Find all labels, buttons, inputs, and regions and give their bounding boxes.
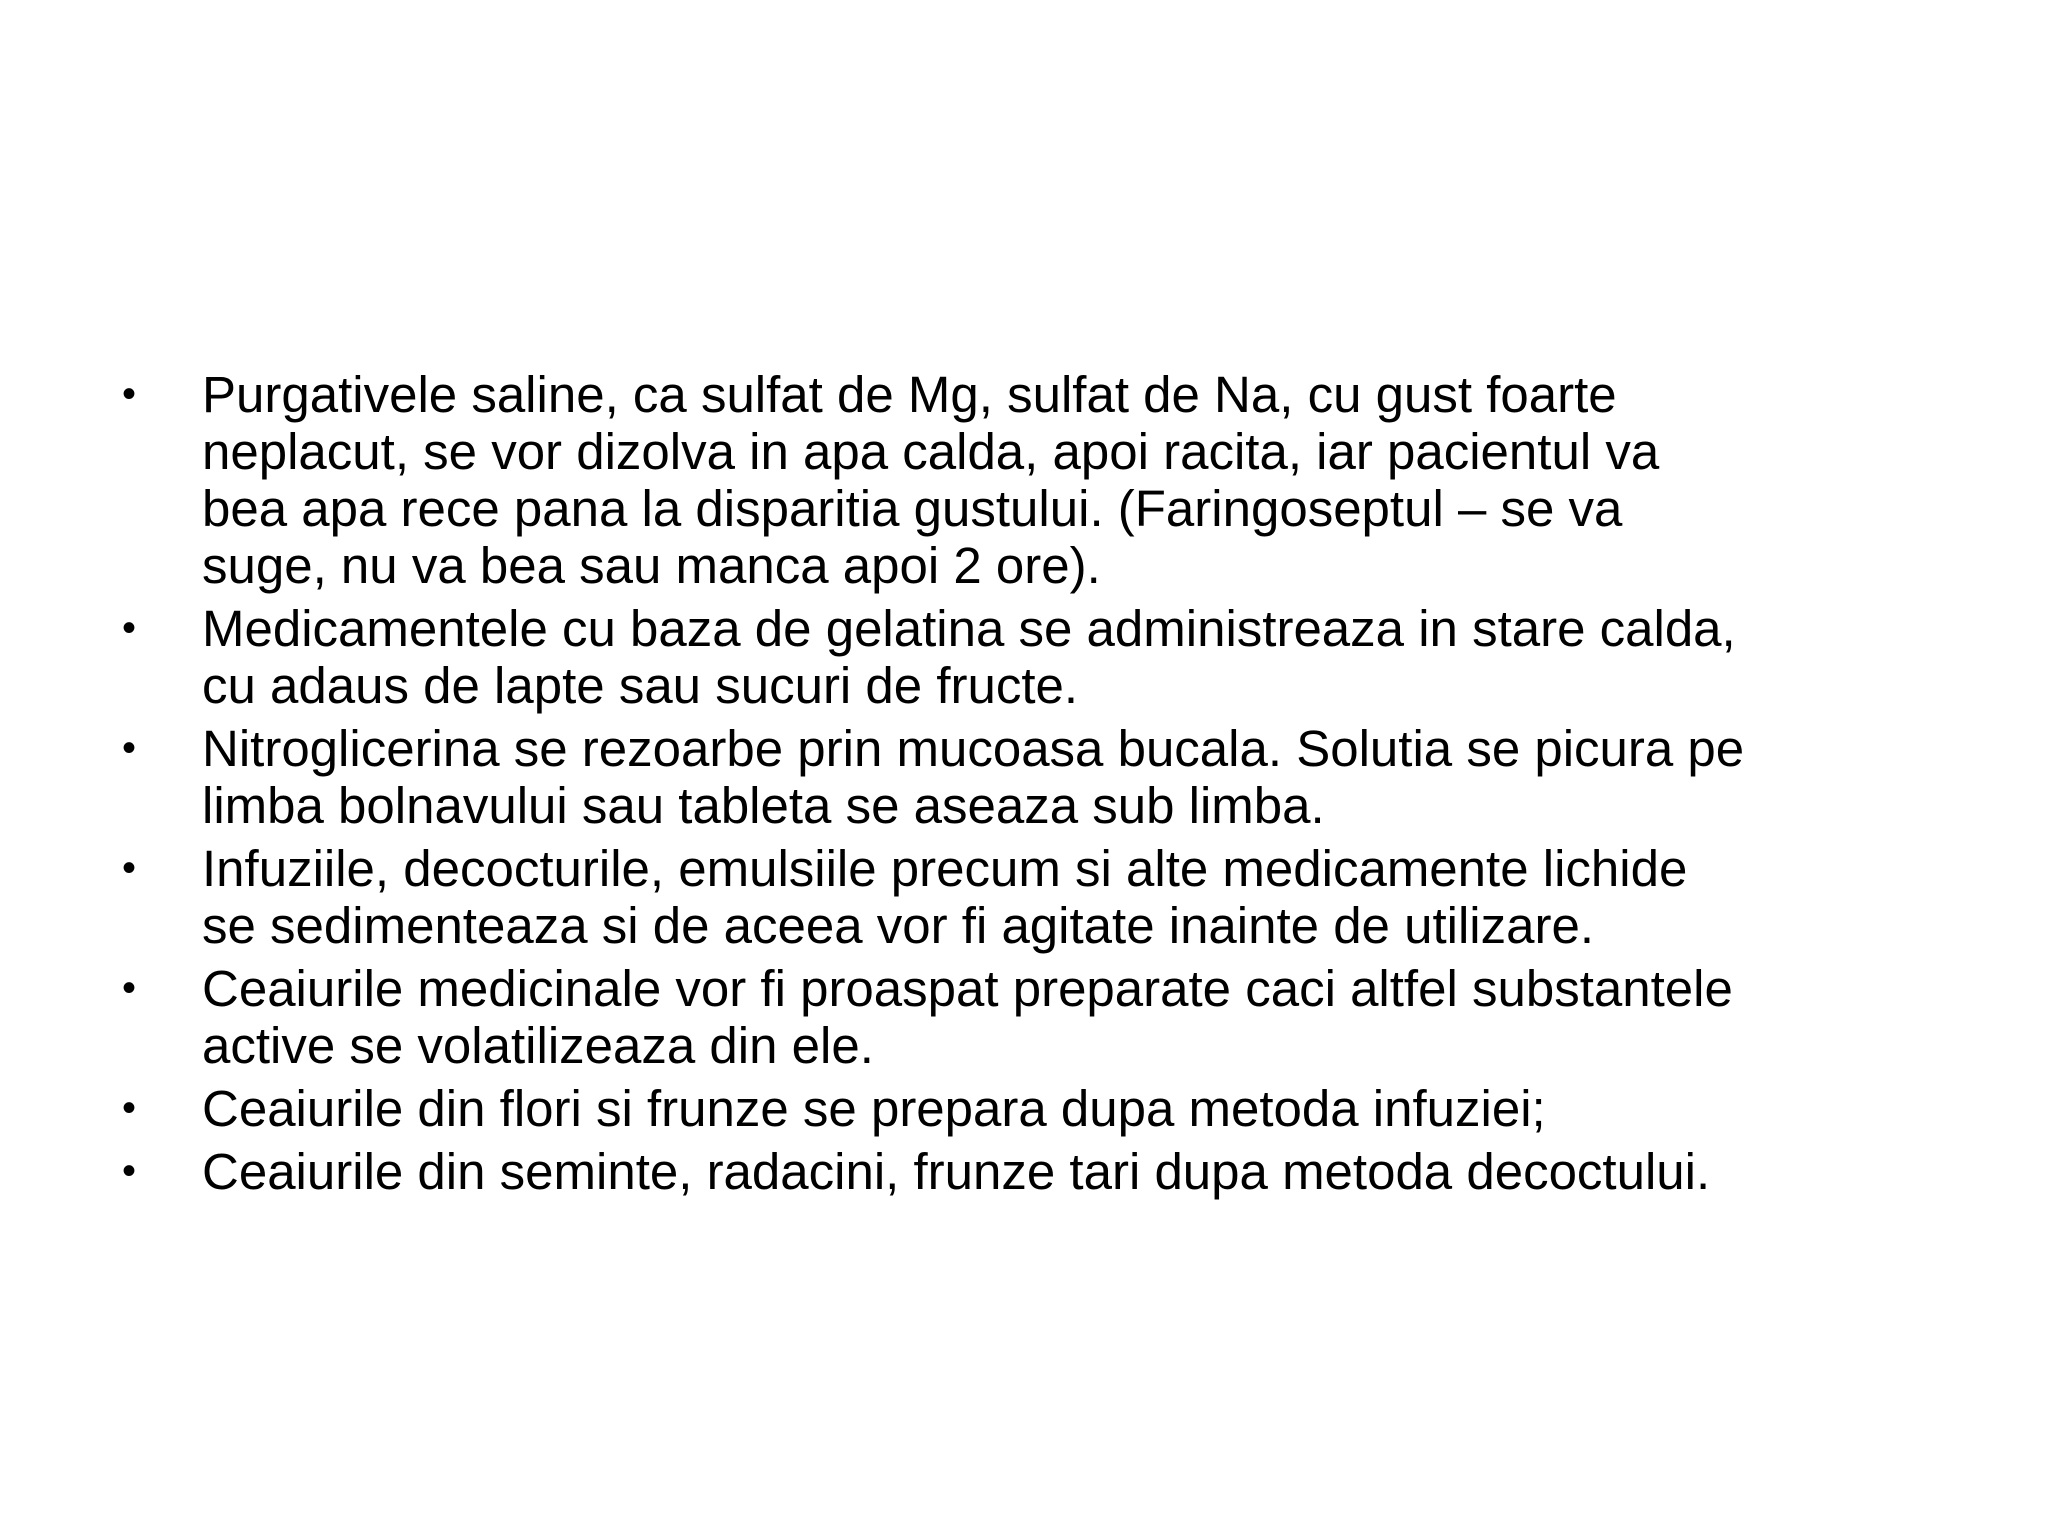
bullet-item-7 [122,1143,1962,1200]
bullet-text: Infuziile, decocturile, emulsiile precum si alte medicamente lichide se sedimenteaza si de aceea vor fi agitate inainte de utilizare. [202,840,1688,954]
bullet-icon: • [122,966,137,1010]
bullet-text: Ceaiurile din flori si frunze se prepara dupa metoda infuziei; [202,1080,1546,1137]
bullet-icon: • [122,1149,137,1193]
bullet-item-6 [122,1080,1962,1137]
bullet-icon: • [122,726,137,770]
bullet-icon: • [122,1086,137,1130]
bullet-icon: • [122,846,137,890]
bullet-text: Ceaiurile din seminte, radacini, frunze tari dupa metoda decoctului. [202,1143,1711,1200]
bullet-icon: • [122,372,137,416]
bullet-text: Nitroglicerina se rezoarbe prin mucoasa bucala. Solutia se picura pe limba bolnavului sau tableta se aseaza sub limba. [202,720,1745,834]
bullet-text: Purgativele saline, ca sulfat de Mg, sulfat de Na, cu gust foarte neplacut, se vor dizolva in apa calda, apoi racita, iar pacientul va bea apa rece pana la disparitia gustului. (Faringoseptul – se va suge, nu va bea sau manca apoi 2 ore). [202,366,1660,594]
bullet-text: Medicamentele cu baza de gelatina se administreaza in stare calda, cu adaus de lapte sau sucuri de fructe. [202,600,1736,714]
bullet-item-2 [122,600,1962,714]
bullet-text: Ceaiurile medicinale vor fi proaspat preparate caci altfel substantele active se volatilizeaza din ele. [202,960,1733,1074]
bullet-item-1 [122,366,1962,594]
bullet-list [122,366,1962,1206]
bullet-item-5 [122,960,1962,1074]
bullet-icon: • [122,606,137,650]
bullet-item-4 [122,840,1962,954]
bullet-item-3 [122,720,1962,834]
